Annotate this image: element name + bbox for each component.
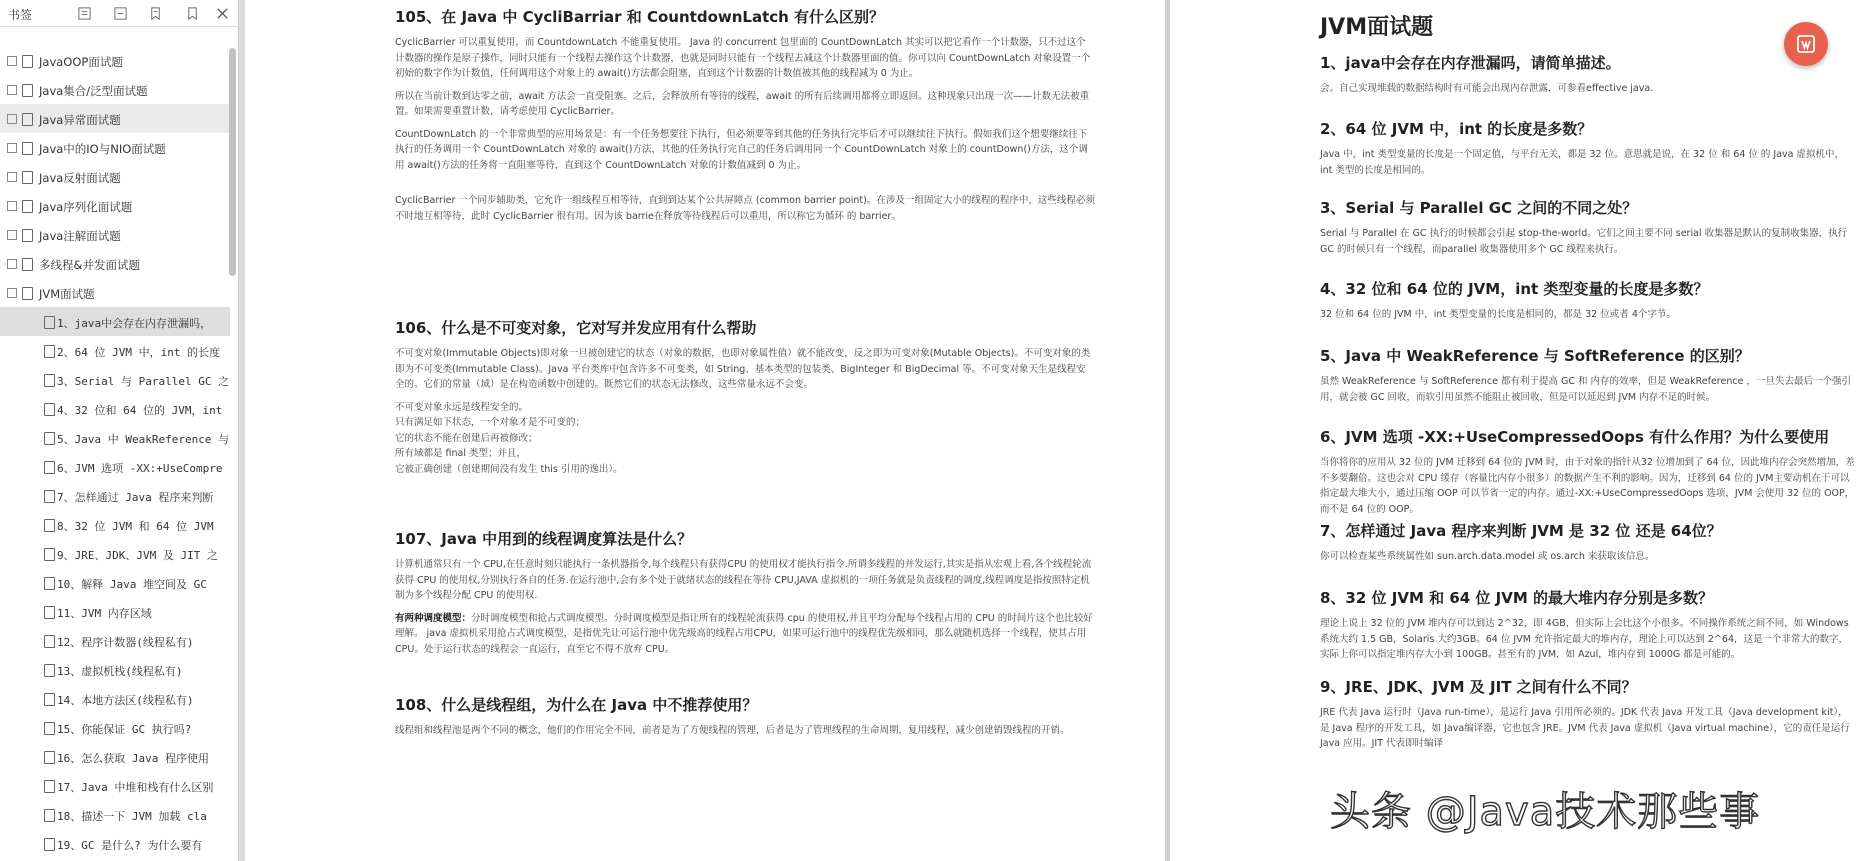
section-heading: 4、32 位和 64 位的 JVM，int 类型变量的长度是多数？ — [1320, 280, 1709, 298]
bookmark-icon — [22, 142, 33, 155]
bookmark-icon — [44, 780, 55, 793]
bookmark-label: 18、描述一下 JVM 加载 cla — [57, 810, 207, 823]
bookmark-item[interactable] — [0, 278, 230, 307]
bookmark-label: 15、你能保证 GC 执行吗? — [57, 723, 192, 736]
bookmark-icon — [44, 577, 55, 590]
bookmark-label: 19、GC 是什么? 为什么要有 — [57, 839, 203, 852]
bookmark-child-item[interactable] — [0, 684, 230, 713]
bookmark-child-item[interactable] — [0, 307, 230, 336]
bookmark-child-item[interactable] — [0, 771, 230, 800]
paragraph: 32 位和 64 位的 JVM 中，int 类型变量的长度是相同的，都是 32 位或者 4个字节。 — [1320, 309, 1676, 320]
bookmark-child-item[interactable] — [0, 481, 230, 510]
jvm-section — [1170, 197, 1856, 264]
bookmark-icon — [22, 113, 33, 126]
paragraph: JRE 代表 Java 运行时（Java run-time），是运行 Java 引用所必须的。JDK 代表 Java 开发工具（Java development kit），是 Java 程序的开发工具，如 Java编译器，它也包含 JRE。JVM 代表 Java 虚拟机（Java virtual machine），它的责任是运行 Java 应用。JIT 代表即时编译 — [1320, 707, 1850, 749]
bookmark-icon — [44, 809, 55, 822]
bookmark-icon[interactable] — [182, 3, 202, 23]
bookmark-label: 2、64 位 JVM 中，int 的长度 — [57, 346, 221, 359]
bookmark-icon — [44, 461, 55, 474]
line: 它被正确创建（创建期间没有发生 this 引用的逸出）。 — [395, 463, 623, 475]
bookmark-label: 7、怎样通过 Java 程序来判断 — [57, 491, 214, 504]
paragraph: 会。自己实现堆载的数据结构时有可能会出现内存泄露，可参看effective java. — [1320, 83, 1654, 94]
bookmark-icon — [22, 258, 33, 271]
paragraph: 所以在当前计数到达零之前，await 方法会一直受阻塞。之后，会释放所有等待的线程，await 的所有后续调用都将立即返回。这种现象只出现一次——计数无法被重置。如果需要重置计数，请考虑使用 CyclicBarrier。 — [395, 90, 1090, 117]
bookmark-child-item[interactable] — [0, 626, 230, 655]
add-bookmark-icon[interactable] — [145, 3, 165, 23]
bookmark-child-item[interactable] — [0, 800, 230, 829]
page-title: JVM面试题 — [1320, 15, 1434, 40]
paragraph: Java 中，int 类型变量的长度是一个固定值，与平台无关，都是 32 位。意思就是说，在 32 位 和 64 位 的 Java 虚拟机中，int 类型的长度是相同的。 — [1320, 149, 1845, 176]
expand-toggle-icon[interactable] — [7, 288, 17, 298]
bookmark-label: 4、32 位和 64 位的 JVM，int — [57, 404, 223, 417]
bookmark-icon — [22, 287, 33, 300]
bookmark-child-item[interactable] — [0, 829, 230, 858]
bookmark-label: 多线程&并发面试题 — [39, 258, 140, 272]
section-heading: 105、在 Java 中 CycliBarriar 和 CountdownLatch 有什么区别？ — [395, 8, 885, 26]
bookmark-icon — [22, 229, 33, 242]
bookmark-child-item[interactable] — [0, 423, 230, 452]
bookmark-icon — [44, 722, 55, 735]
bookmark-item[interactable] — [0, 191, 230, 220]
line: 所有域都是 final 类型；并且， — [395, 448, 527, 459]
expand-all-icon[interactable] — [74, 3, 94, 23]
bookmarks-sidebar — [0, 0, 239, 861]
bookmark-icon — [44, 316, 55, 329]
bookmark-icon — [22, 200, 33, 213]
jvm-section — [1170, 345, 1856, 412]
section-106 — [245, 317, 1165, 477]
bookmark-label: JVM面试题 — [39, 287, 95, 301]
bookmark-label: Java序列化面试题 — [39, 200, 133, 214]
bookmark-label: JavaOOP面试题 — [39, 55, 123, 69]
bookmark-icon — [44, 374, 55, 387]
bookmark-icon — [44, 490, 55, 503]
bookmark-label: Java注解面试题 — [39, 229, 121, 243]
expand-toggle-icon[interactable] — [7, 172, 17, 182]
section-heading: 107、Java 中用到的线程调度算法是什么？ — [395, 530, 693, 548]
bookmark-child-item[interactable] — [0, 742, 230, 771]
bookmark-child-item[interactable] — [0, 365, 230, 394]
bookmark-item[interactable] — [0, 46, 230, 75]
bookmark-child-item[interactable] — [0, 394, 230, 423]
bookmark-label: 11、JVM 内存区域 — [57, 607, 152, 620]
bookmark-label: 17、Java 中堆和栈有什么区别 — [57, 781, 214, 794]
collapse-all-icon[interactable] — [110, 3, 130, 23]
paragraph: 理论上说上 32 位的 JVM 堆内存可以到达 2^32，即 4GB，但实际上会比这个小很多。不同操作系统之间不同，如 Windows 系统大约 1.5 GB，Solaris 大约3GB。64 位 JVM 允许指定最大的堆内存，理论上可以达到 2^64，这是一个非常大的数字，实际上你可以指定堆内存大小到 100GB。甚至有的 JVM，如 Azul，堆内存到 1000G 都是可能的。 — [1320, 618, 1849, 660]
bookmark-child-item[interactable] — [0, 510, 230, 539]
sidebar-title: 书签 — [8, 8, 33, 22]
bookmark-label: 13、虚拟机栈(线程私有) — [57, 665, 183, 678]
bookmark-label: 16、怎么获取 Java 程序使用 — [57, 752, 209, 765]
section-heading: 3、Serial 与 Parallel GC 之间的不同之处？ — [1320, 199, 1638, 217]
expand-toggle-icon[interactable] — [7, 85, 17, 95]
bookmark-child-item[interactable] — [0, 336, 230, 365]
bookmark-item[interactable] — [0, 133, 230, 162]
section-heading: 9、JRE、JDK、JVM 及 JIT 之间有什么不同？ — [1320, 678, 1637, 696]
sidebar-header — [0, 0, 238, 27]
paragraph: CyclicBarrier 一个同步辅助类，它允许一组线程互相等待，直到到达某个公共屏障点 (common barrier point)。在涉及一组固定大小的线程的程序中，这些线程必须不时地互相等待，此时 CyclicBarrier 很有用。因为该 barrie在释放等待线程后可以重用，所以称它为循环 的 barrier。 — [395, 195, 1095, 222]
bookmark-label: Java反射面试题 — [39, 171, 121, 185]
expand-toggle-icon[interactable] — [7, 201, 17, 211]
close-icon[interactable] — [212, 3, 232, 23]
section-105 — [245, 6, 1165, 231]
jvm-section — [1170, 587, 1856, 670]
bookmark-icon — [44, 548, 55, 561]
bookmark-icon — [22, 171, 33, 184]
bookmark-label: 14、本地方法区(线程私有) — [57, 694, 194, 707]
document-page-right — [1170, 0, 1856, 861]
watermark: 头条 @Java技术那些事 — [1330, 789, 1761, 835]
expand-toggle-icon[interactable] — [7, 143, 17, 153]
bookmark-icon — [44, 693, 55, 706]
bookmark-icon — [44, 838, 55, 851]
bookmark-label: 9、JRE、JDK、JVM 及 JIT 之 — [57, 549, 218, 562]
bookmark-item[interactable] — [0, 220, 230, 249]
bookmark-icon — [44, 751, 55, 764]
bookmark-child-item[interactable] — [0, 452, 230, 481]
paragraph-rest: 分时调度模型和抢占式调度模型。分时调度模型是指让所有的线程轮流获得 cpu 的使用权,并且平均分配每个线程占用的 CPU 的时间片这个也比较好理解。 java 虚拟机采用抢占式调度模型，是指优先让可运行池中优先级高的线程占用CPU，如果可运行池中的线程优先级相同，那么就随机选择一个线程，使其占用CPU。处于运行状态的线程会一直运行，直至它不得不放弃 CPU。 — [395, 612, 1093, 655]
bookmark-label: 1、java中会存在内存泄漏吗， — [57, 317, 212, 330]
jvm-section — [1170, 520, 1856, 572]
paragraph: CyclicBarrier 可以重复使用，而 CountdownLatch 不能重复使用。 Java 的 concurrent 包里面的 CountDownLatch 其实可以把它看作一个计数器，只不过这个计数器的操作是原子操作，同时只能有一个线程去操作这个计数器，也就是同时只能有一个线程去减这个计数器里面的值。你可以向 CountDownLatch 对象设置一个初始的数字作为计数值，任何调用这个对象上的 await()方法都会阻塞，直到这个计数器的计数值被其他的线程减为 0 为止。 — [395, 37, 1091, 79]
expand-toggle-icon[interactable] — [7, 56, 17, 66]
section-heading: 7、怎样通过 Java 程序来判断 JVM 是 32 位 还是 64位？ — [1320, 522, 1722, 540]
bookmark-child-item[interactable] — [0, 568, 230, 597]
section-heading: 8、32 位 JVM 和 64 位 JVM 的最大堆内存分别是多数？ — [1320, 589, 1713, 607]
document-page-left — [245, 0, 1165, 861]
bookmark-label: 6、JVM 选项 -XX:+UseCompre — [57, 462, 223, 475]
section-108 — [245, 694, 1165, 746]
paragraph: 当你将你的应用从 32 位的 JVM 迁移到 64 位的 JVM 时，由于对象的指针从32 位增加到了 64 位，因此堆内存会突然增加，差不多要翻倍。这也会对 CPU 缓存（容量比内存小很多）的数据产生不利的影响。因为，迁移到 64 位的 JVM主要动机在于可以指定最大堆大小，通过压缩 OOP 可以节省一定的内存。通过-XX:+UseCompressedOops 选项，JVM 会使用 32 位的 OOP，而不是 64 位的 OOP。 — [1320, 457, 1855, 515]
paragraph: Serial 与 Parallel 在 GC 执行的时候都会引起 stop-the-world。它们之间主要不同 serial 收集器是默认的复制收集器，执行 GC 的时候只有一个线程，而parallel 收集器使用多个 GC 线程来执行。 — [1320, 228, 1848, 255]
bookmark-item[interactable] — [0, 162, 230, 191]
page-title-wrap — [1170, 10, 1856, 41]
bookmark-item[interactable] — [0, 104, 230, 133]
expand-toggle-icon[interactable] — [7, 230, 17, 240]
line: 不可变对象永远是线程安全的。 — [395, 401, 529, 413]
paragraph: 你可以检查某些系统属性如 sun.arch.data.model 或 os.arch 来获取该信息。 — [1320, 551, 1655, 562]
jvm-section — [1170, 118, 1856, 185]
bookmark-icon — [44, 519, 55, 532]
bookmark-icon — [44, 664, 55, 677]
bookmark-icon — [44, 403, 55, 416]
expand-toggle-icon[interactable] — [7, 114, 17, 124]
jvm-section — [1170, 278, 1856, 330]
section-107 — [245, 528, 1165, 664]
section-heading: 6、JVM 选项 -XX:+UseCompressedOops 有什么作用？为什么要使用 — [1320, 428, 1830, 446]
bookmark-label: 5、Java 中 WeakReference 与 — [57, 433, 230, 446]
bookmark-label: Java集合/泛型面试题 — [39, 84, 148, 98]
bookmark-label: Java中的IO与NIO面试题 — [39, 142, 166, 156]
bookmark-child-item[interactable] — [0, 655, 230, 684]
section-heading: 108、什么是线程组，为什么在 Java 中不推荐使用？ — [395, 696, 758, 714]
bold-lead: 有两种调度模型： — [395, 612, 472, 624]
line: 它的状态不能在创建后再被修改； — [395, 432, 538, 444]
bookmark-icon — [44, 432, 55, 445]
paragraph: 线程组和线程池是两个不同的概念，他们的作用完全不同，前者是为了方便线程的管理，后者是为了管理线程的生命周期，复用线程，减少创建销毁线程的开销。 — [395, 725, 1070, 736]
expand-toggle-icon[interactable] — [7, 259, 17, 269]
paragraph — [395, 611, 1095, 658]
paragraph: 不可变对象(Immutable Objects)即对象一旦被创建它的状态（对象的数据，也即对象属性值）就不能改变，反之即为可变对象(Mutable Objects)。不可变对象的类即为不可变类(Immutable Class)。Java 平台类库中包含许多不可变类，如 String、基本类型的包装类、BigInteger 和 BigDecimal 等。不可变对象天生是线程安全的。它们的常量（域）是在构造函数中创建的。既然它们的状态无法修改，这些常量永远不会变。 — [395, 348, 1091, 390]
bookmark-label: 3、Serial 与 Parallel GC 之 — [57, 375, 230, 388]
bookmark-icon — [44, 606, 55, 619]
line: 只有满足如下状态，一个对象才是不可变的； — [395, 417, 586, 428]
bookmark-tree — [0, 46, 230, 858]
bookmark-label: 10、解释 Java 堆空间及 GC — [57, 578, 207, 591]
bookmark-label: 12、程序计数器(线程私有) — [57, 636, 194, 649]
bookmark-item[interactable] — [0, 75, 230, 104]
paragraph: CountDownLatch 的一个非常典型的应用场景是：有一个任务想要往下执行，但必须要等到其他的任务执行完毕后才可以继续往下执行。假如我们这个想要继续往下执行的任务调用一个 CountDownLatch 对象的 await()方法，其他的任务执行完自己的任务后调用同一个 CountDownLatch 对象上的 countDown()方法，这个调用 await()方法的任务将一直阻塞等待，直到这个 CountDownLatch 对象的计数值减到 0 为止。 — [395, 128, 1088, 171]
bookmark-item[interactable] — [0, 249, 230, 278]
section-heading: 2、64 位 JVM 中，int 的长度是多数？ — [1320, 120, 1593, 138]
jvm-section — [1170, 676, 1856, 759]
paragraph: 虽然 WeakReference 与 SoftReference 都有利于提高 GC 和 内存的效率，但是 WeakReference ，一旦失去最后一个强引用，就会被 GC 回收，而软引用虽然不能阻止被回收，但是可以延迟到 JVM 内存不足的时候。 — [1320, 376, 1851, 403]
bookmark-icon — [44, 635, 55, 648]
section-heading: 106、什么是不可变对象，它对写并发应用有什么帮助 — [395, 319, 757, 337]
bookmark-child-item[interactable] — [0, 713, 230, 742]
paragraph: 计算机通常只有一个 CPU,在任意时刻只能执行一条机器指令,每个线程只有获得CPU 的使用权才能执行指令.所谓多线程的并发运行,其实是指从宏观上看,各个线程轮流获得 CPU 的使用权,分别执行各自的任务.在运行池中,会有多个处于就绪状态的线程在等待 CPU,JAVA 虚拟机的一项任务就是负责线程的调度,线程调度是指按照特定机制为多个线程分配 CPU 的使用权. — [395, 559, 1092, 601]
section-heading: 1、java中会存在内存泄漏吗，请简单描述。 — [1320, 54, 1621, 72]
bookmark-label: Java异常面试题 — [39, 113, 121, 127]
bookmark-child-item[interactable] — [0, 539, 230, 568]
bookmark-icon — [22, 55, 33, 68]
jvm-section — [1170, 426, 1856, 524]
bullet-lines — [395, 400, 1095, 478]
share-icon[interactable] — [1784, 22, 1828, 66]
jvm-section — [1170, 52, 1856, 104]
bookmark-icon — [44, 345, 55, 358]
bookmark-label: 8、32 位 JVM 和 64 位 JVM — [57, 520, 214, 533]
bookmark-child-item[interactable] — [0, 597, 230, 626]
sidebar-scrollbar[interactable] — [229, 48, 236, 276]
section-heading: 5、Java 中 WeakReference 与 SoftReference 的区别？ — [1320, 347, 1750, 365]
bookmark-icon — [22, 84, 33, 97]
